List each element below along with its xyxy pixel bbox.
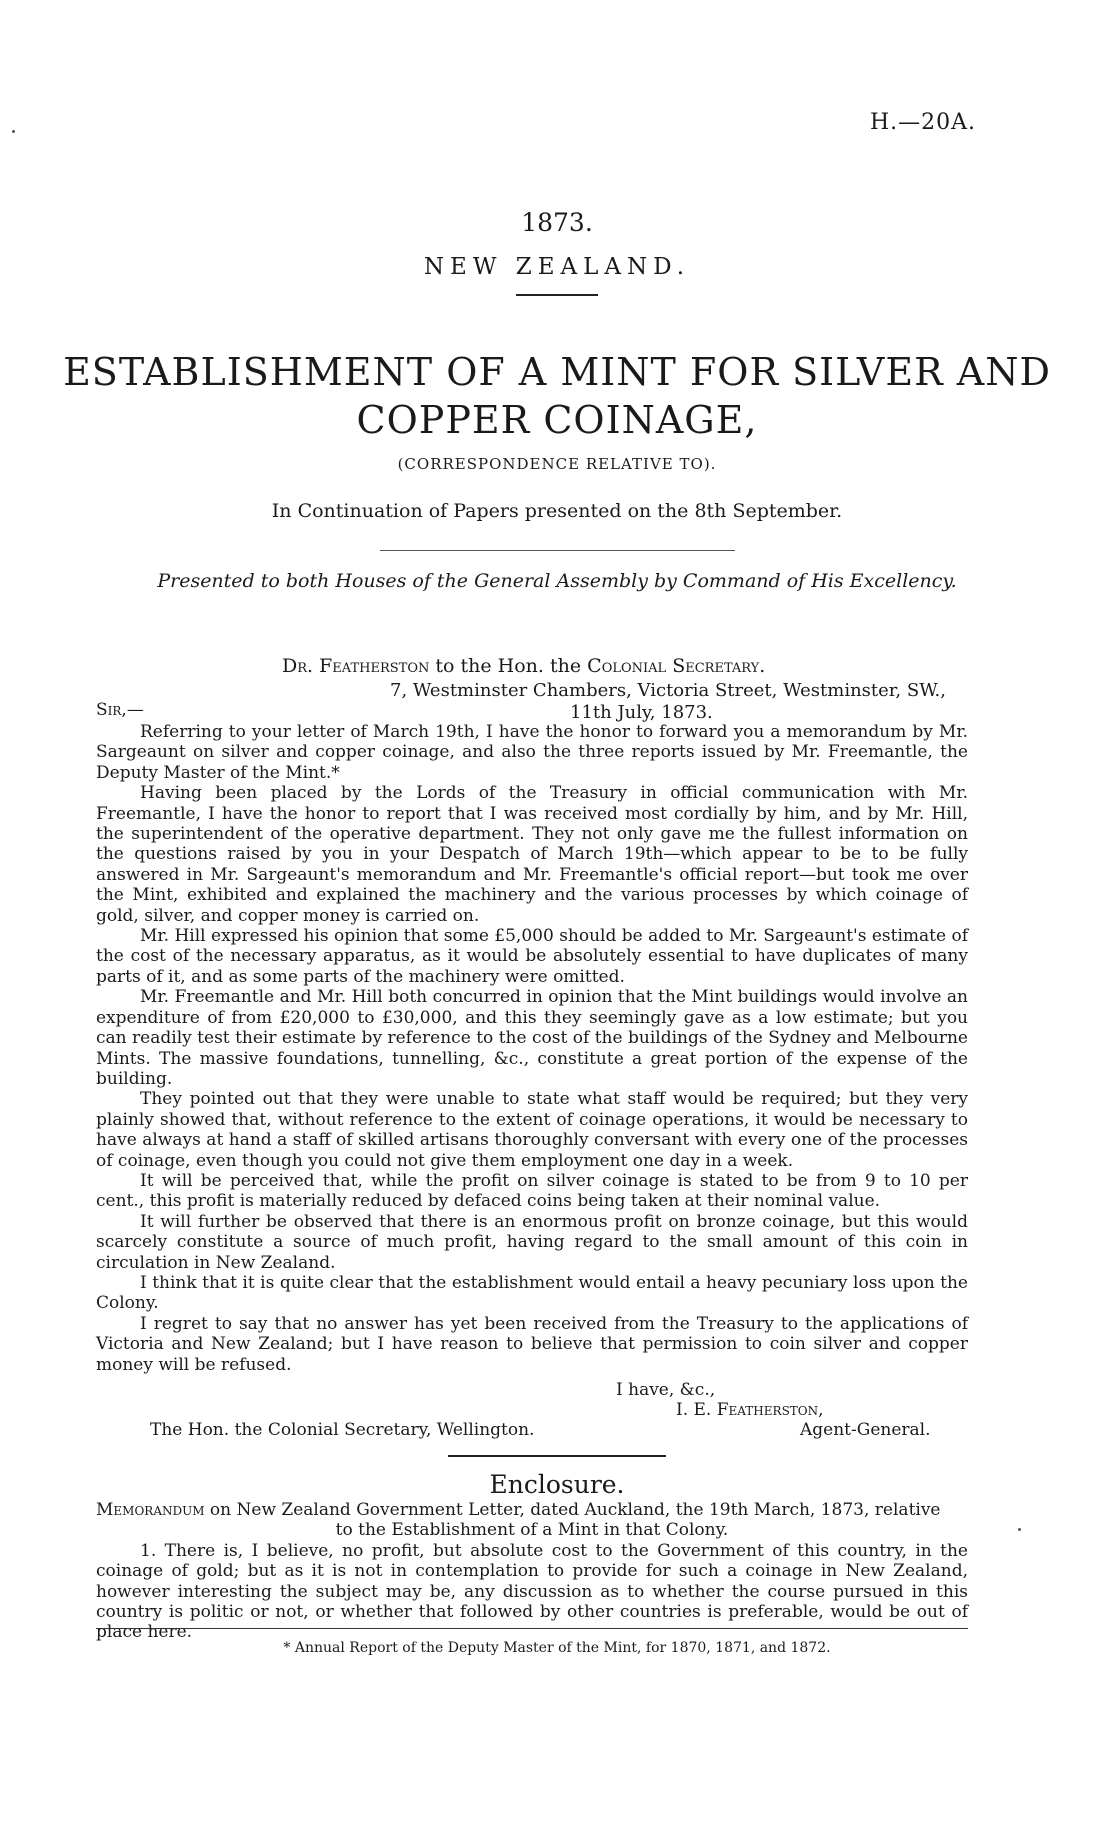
scan-speck xyxy=(12,130,15,133)
letter-paragraph: I think that it is quite clear that the establishment would entail a heavy pecuniary loss upon the Colony. xyxy=(96,1272,968,1314)
letter-signatory-title: Agent-General. xyxy=(800,1420,931,1440)
letter-paragraph: Mr. Hill expressed his opinion that some £5,000 should be added to Mr. Sargeaunt's estimate of the cost of the necessary apparatus, as it would be absolutely essential to have duplicates of many parts of it, and as some parts of the machinery were omitted. xyxy=(96,926,968,987)
continuation-note: In Continuation of Papers presented on the 8th September. xyxy=(271,500,843,522)
letter-paragraph: I regret to say that no answer has yet been received from the Treasury to the applications of Victoria and New Zealand; but I have reason to believe that permission to coin silver and copper money will be refused. xyxy=(96,1313,968,1375)
letter-from: Dr. Featherston xyxy=(282,655,430,677)
document-title-line2: COPPER COINAGE, xyxy=(356,398,758,442)
document-year: 1873. xyxy=(521,208,593,237)
presented-divider xyxy=(380,550,735,551)
letter-addressee: The Hon. the Colonial Secretary, Wellington. xyxy=(150,1420,535,1440)
enclosure-heading: Enclosure. xyxy=(489,1470,625,1499)
letter-body xyxy=(96,722,968,1375)
memorandum-body xyxy=(96,1500,968,1643)
memorandum-label: Memorandum xyxy=(96,1500,205,1520)
memorandum-paragraph: 1. There is, I believe, no profit, but absolute cost to the Government of this country, in the coinage of gold; but as it is not in contemplation to provide for such a coinage in New Zealand, however interesting the subject may be, any discussion as to whether the course pursued in this country is politic or not, or whether that followed by other countries is preferable, would be out of place here. xyxy=(96,1540,968,1643)
title-divider xyxy=(516,294,598,296)
document-subtitle: (CORRESPONDENCE RELATIVE TO). xyxy=(397,455,717,473)
letter-paragraph: It will further be observed that there is an enormous profit on bronze coinage, but this would scarcely constitute a source of much profit, having regard to the small amount of this coin in circulation in New Zealand. xyxy=(96,1211,968,1273)
letter-paragraph: It will be perceived that, while the profit on silver coinage is stated to be from 9 to 10 per cent., this profit is materially reduced by defaced coins being taken at their nominal value. xyxy=(96,1170,968,1212)
letter-paragraph: Mr. Freemantle and Mr. Hill both concurred in opinion that the Mint buildings would involve an expenditure of from £20,000 to £30,000, and this they seemingly gave as a low estimate; but you can readily test their estimate by reference to the cost of the buildings of the Sydney and Melbourne Mints. The massive foundations, tunnelling, &c., constitute a great portion of the expense of the building. xyxy=(96,987,968,1089)
document-reference: H.—20A. xyxy=(870,110,977,135)
letter-salutation: Sir,— xyxy=(96,700,144,720)
letter-paragraph: Referring to your letter of March 19th, I have the honor to forward you a memorandum by Mr. Sargeaunt on silver and copper coinage, and also the three reports issued by Mr. Freemantle, the Deputy Master of the Mint.* xyxy=(96,722,968,783)
footnote-divider xyxy=(96,1628,968,1629)
presented-note: Presented to both Houses of the General Assembly by Command of His Excellency. xyxy=(157,570,957,592)
letter-date: 11th July, 1873. xyxy=(570,702,713,723)
document-country: NEW ZEALAND. xyxy=(423,254,691,280)
letter-paragraph: Having been placed by the Lords of the Treasury in official communication with Mr. Freemantle, I have the honor to report that I was received most cordially by him, and by Mr. Hill, the superintendent of the operative department. They not only gave me the fullest information on the questions raised by you in your Despatch of March 19th—which appear to be to be fully answered in Mr. Sargeaunt's memorandum and Mr. Freemantle's official report—but took me over the Mint, exhibited and explained the machinery and the various processes by which coinage of gold, silver, and copper money is carried on. xyxy=(96,783,968,926)
letter-address-block xyxy=(390,680,946,724)
letter-closing: I have, &c., xyxy=(616,1380,716,1400)
memorandum-title xyxy=(96,1500,968,1541)
footnote: * Annual Report of the Deputy Master of the Mint, for 1870, 1871, and 1872. xyxy=(283,1640,831,1656)
scan-speck xyxy=(1018,1528,1021,1531)
memorandum-title-line2: to the Establishment of a Mint in that Colony. xyxy=(335,1520,729,1541)
letter-to: Colonial Secretary. xyxy=(587,655,766,677)
letter-to-prefix: to the Hon. the xyxy=(429,655,588,677)
letter-signatory: I. E. Featherston, xyxy=(676,1400,824,1420)
document-title-line1: ESTABLISHMENT OF A MINT FOR SILVER AND xyxy=(63,350,1051,394)
letter-heading xyxy=(282,655,765,677)
memorandum-title-text: on New Zealand Government Letter, dated Auckland, the 19th March, 1873, relative xyxy=(204,1500,941,1520)
letter-address: 7, Westminster Chambers, Victoria Street, Westminster, SW., xyxy=(390,680,946,701)
enclosure-divider xyxy=(448,1455,666,1457)
letter-paragraph: They pointed out that they were unable to state what staff would be required; but they very plainly showed that, without reference to the extent of coinage operations, it would be necessary to have always at hand a staff of skilled artisans thoroughly conversant with every one of the processes of coinage, even though you could not give them employment one day in a week. xyxy=(96,1089,968,1171)
